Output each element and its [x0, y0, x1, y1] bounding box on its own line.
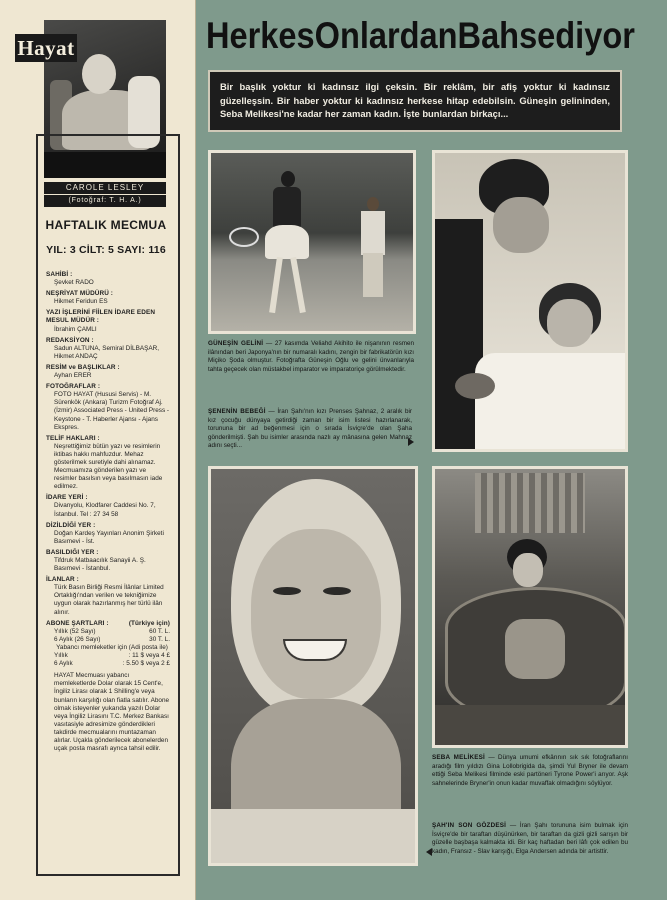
masthead-column: [0, 0, 196, 900]
yazi-value: İbrahim ÇAMLI: [54, 325, 97, 333]
arrow-left-icon: [426, 848, 432, 856]
masthead-credits: [46, 268, 170, 753]
yabanci-yillik-value: : 11 $ veya 4 £: [128, 652, 170, 660]
masthead-issue: YIL: 3 CİLT: 5 SAYI: 116: [46, 244, 166, 256]
masthead-title: HAFTALIK MECMUA: [45, 218, 167, 232]
abone-heading: [46, 620, 170, 628]
photo-smiling-blonde: [208, 466, 418, 866]
idare-label: İDARE YERİ :: [46, 494, 88, 502]
telif-label: TELİF HAKLARI :: [46, 434, 100, 442]
sahibi-label: SAHİBİ :: [46, 271, 73, 278]
photo-mother-baby: [432, 150, 628, 452]
photo-tennis-couple: [208, 150, 416, 334]
caption-gozde-title: ŞAH'IN SON GÖZDESİ: [432, 822, 507, 829]
abone-turkiye: (Türkiye için): [128, 619, 170, 627]
caption-gelin-text: — 27 kasımda Veliahd Akihito ile nişanının resmen ilânından beri Japonya'nın bir numaralı kadını, zengin bir fabrikatörün kızı Miçiko Şoda olmuştur. Fotoğrafta Güneşin Oğlu ve gelini ünvanlarıyla tahta geçecek olan müstakbel imparator ve imparatoriçe görülmektedir.: [208, 340, 414, 373]
yabanci-label: Yabancı memleketler için (Adi posta ile): [56, 643, 168, 651]
arrow-right-icon: [408, 438, 414, 446]
price-row-altiaylik: [46, 636, 170, 644]
dizildigi-label: DİZİLDİĞİ YER :: [46, 521, 96, 529]
basildigi-label: BASILDIĞI YER :: [46, 548, 99, 556]
headline-word-2: Onlardan: [314, 15, 458, 56]
yabanci-yillik-label: Yıllık: [54, 652, 68, 660]
caption-gozde-text: — İran Şahı torununa isim bulmak için İsviçre'de bir taraftan düşünürken, bir taraftan da gizli gizli sarışın bir güzelle başbaşa kalmakta idi. Bir kaç haftadan beri lâfı çok edilen bu kadın, Fransız - Slav karışığı, Elga Andersen adında bir artisttir.: [432, 822, 628, 855]
price-row-yabanci-yillik: [46, 652, 170, 660]
yillik-value: 60 T. L.: [149, 627, 170, 635]
resim-value: Ayhan ERER: [54, 372, 92, 380]
intro-box: Bir başlık yoktur ki kadınsız ilgi çeksin. Bir reklâm, bir afiş yoktur ki kadınsız güzelleşsin. Bir haber yoktur ki kadınsız herkese hitap edebilsin. Güneşin gelininden, Seba Melikesi'ne kadar her zaman kadın. İşte bunlardan birkaçı...: [208, 70, 622, 132]
basildigi-value: Tifdruk Matbaacılık Sanayii A. Ş. Basımevi - İstanbul.: [54, 557, 146, 573]
foto-label: FOTOĞRAFLAR :: [46, 383, 101, 391]
price-row-yillik: [46, 628, 170, 636]
redaksiyon-value: Sadun ALTUNA, Semiral DİLBAŞAR, Hikmet ANDAÇ: [54, 344, 160, 360]
caption-gelin: [208, 340, 414, 374]
caption-seba-title: SEBA MELİKESİ: [432, 754, 485, 761]
yabanci-altiaylik-value: : 5.50 $ veya 2 £: [122, 660, 170, 668]
sahibi-value: Şevket RADO: [54, 279, 94, 287]
resim-label: RESİM ve BAŞLIKLAR :: [46, 363, 120, 371]
caption-gozde: [432, 822, 628, 856]
photo-bath: [432, 466, 628, 748]
altiaylik-label: 6 Aylık (26 Sayı): [54, 635, 101, 643]
price-row-yabanci-altiaylik: [46, 660, 170, 668]
cover-credit: (Fotoğraf: T. H. A.): [44, 195, 166, 207]
ilanlar-label: İLANLAR :: [46, 576, 79, 584]
abone-label: ABONE ŞARTLARI :: [46, 619, 109, 627]
dizildigi-value: Doğan Kardeş Yayınları Anonim Şirketi Basımevi - İst.: [54, 529, 164, 545]
yabanci-altiaylik-label: 6 Aylık: [54, 660, 73, 668]
nesriyat-label: NEŞRİYAT MÜDÜRÜ :: [46, 290, 114, 298]
ilanlar-value: Türk Basın Birliği Resmi İlânlar Limited Ortaklığı'ndan verilen ve tekniğimize uygun olarak hazırlanmış her türlü ilân alınır.: [54, 584, 164, 616]
foto-value: FOTO HAYAT (Hususi Servis) - M. Sürenkök (Ankara) Turizm Fotoğraf Aj. (İzmir) Associated Press - United Press - Keystone - T. Haberler Ajansı - Ajans Ekspres.: [54, 391, 170, 431]
cover-name: CAROLE LESLEY: [44, 182, 166, 194]
caption-bebek-title: ŞENENİN BEBEĞİ: [208, 408, 266, 415]
caption-seba: [432, 754, 628, 788]
page-headline: [206, 12, 635, 60]
yazi-label: YAZI İŞLERİNİ FİİLEN İDARE EDEN MESUL MÜDÜR :: [46, 309, 156, 325]
yillik-label: Yıllık (52 Sayı): [54, 627, 96, 635]
caption-bebek: [208, 408, 412, 451]
headline-word-1: Herkes: [206, 15, 315, 56]
hayat-logo: Hayat: [15, 34, 77, 62]
idare-value: Divanyolu, Klodfarer Caddesi No. 7, İstanbul. Tel : 27 34 58: [54, 502, 156, 518]
headline-word-3: Bahsediyor: [457, 15, 635, 56]
redaksiyon-label: REDAKSİYON :: [46, 336, 94, 344]
caption-gelin-title: GÜNEŞİN GELİNİ: [208, 340, 264, 347]
telif-value: Neşrettiğimiz bütün yazı ve resimlerin iktibas hakkı mahfuzdur. Mehaz gösterilmek suretiyle dahi alınamaz. Mecmuamıza gönderilen yazı ve resimler basılsın veya basılmasın iade edilmez.: [54, 442, 163, 491]
altiaylik-value: 30 T. L.: [149, 635, 170, 643]
hayat-note: HAYAT Mecmuası yabancı memleketlerde Dolar olarak 15 Cent'e, İngiliz Lirası olarak 1 Shilling'e veya bunların karşılığı olan fiatla satılır. Abone olmak isteyenler yukarıda yazılı Dolar veya İngiliz Lirasını T.C. Merkez Bankası vasıtasiyle adresimize gönderdikleri takdirde mecmualarını muntazaman alırlar. Uçakla gönderilecek abonelerden uçak posta masrafı ayrıca tahsil edilir.: [54, 672, 170, 753]
caption-bebek-text: — İran Şahı'nın kızı Prenses Şahnaz, 2 aralık bir kız çocuğu dünyaya getirdiği zaman bir isim listesi hazırlanarak, torununa bir ad beğenmesi için o sırada İsviçre'de olan Şaha gönderilmişti. Şah bu isimler arasında nazlı ay mânasına gelen Mahnaz adını seçti...: [208, 408, 413, 450]
nesriyat-value: Hikmet Feridun ES: [54, 298, 108, 306]
caption-seba-text: — Dünya umumi efkârının sık sık fotoğraflarını aradığı film yıldızı Gina Lollobrigida da, şimdi Yul Bryner ile devam ettiği Seba Melikesi filminde eski partöneri Tyrone Power'i arıyor. Aşk sahnelerinde Bryner'in onun kadar muvaffak olmadığını söylüyor.: [432, 754, 628, 787]
